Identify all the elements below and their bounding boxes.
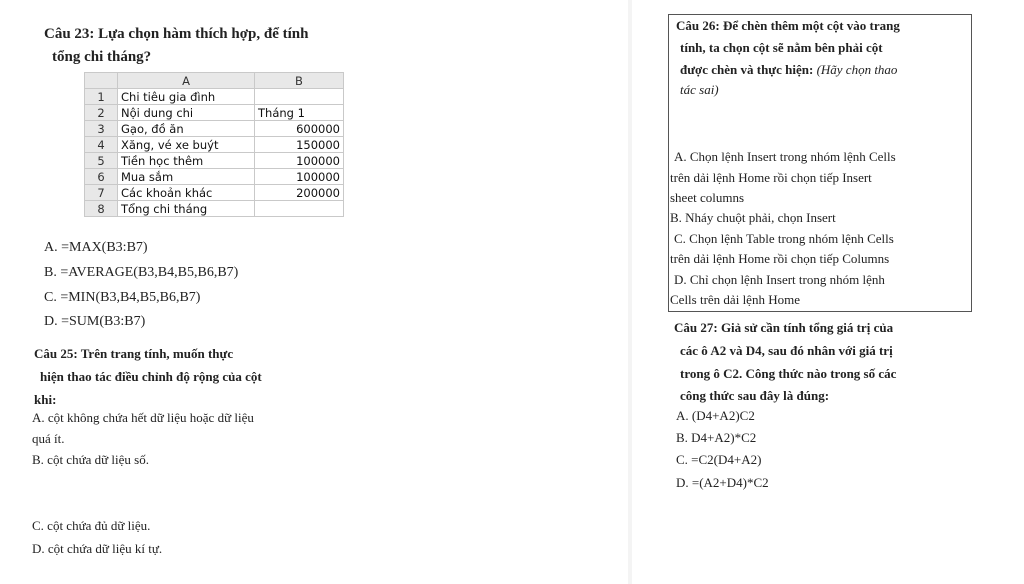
cell-b xyxy=(255,201,344,217)
q26-option-d-line1: D. Chỉ chọn lệnh Insert trong nhóm lệnh xyxy=(674,272,885,287)
cell-b: 600000 xyxy=(255,121,344,137)
q25-line2: hiện thao tác điều chỉnh độ rộng của cột xyxy=(40,369,262,384)
q26-option-b: B. Nháy chuột phải, chọn Insert xyxy=(670,210,836,225)
table-row xyxy=(85,153,344,169)
q23-option-b: B. =AVERAGE(B3,B4,B5,B6,B7) xyxy=(44,265,239,280)
q26-option-a-line3: sheet columns xyxy=(670,190,745,205)
q27-option-d: D. =(A2+D4)*C2 xyxy=(676,475,769,490)
q26-line3-italic: (Hãy chọn thao xyxy=(816,62,898,77)
row-number: 3 xyxy=(85,121,118,137)
table-row xyxy=(85,121,344,137)
row-number: 7 xyxy=(85,185,118,201)
q27-line3: trong ô C2. Công thức nào trong số các xyxy=(680,366,897,381)
q23-title-line1: Câu 23: Lựa chọn hàm thích hợp, để tính xyxy=(44,26,309,42)
cell-a: Tiền học thêm xyxy=(118,153,255,169)
sheet-corner xyxy=(85,73,118,89)
q26-line1: Câu 26: Để chèn thêm một cột vào trang xyxy=(676,18,900,33)
q27-line2: các ô A2 và D4, sau đó nhân với giá trị xyxy=(680,343,893,358)
q25-option-d: D. cột chứa dữ liệu kí tự. xyxy=(32,541,163,556)
cell-b: 150000 xyxy=(255,137,344,153)
cell-b: 200000 xyxy=(255,185,344,201)
q26-option-a-line2: trên dải lệnh Home rồi chọn tiếp Insert xyxy=(670,170,872,185)
q27-option-c: C. =C2(D4+A2) xyxy=(676,452,762,467)
cell-b xyxy=(255,89,344,105)
row-number: 2 xyxy=(85,105,118,121)
q26-line2: tính, ta chọn cột sẽ nằm bên phải cột xyxy=(680,40,883,55)
table-row xyxy=(85,169,344,185)
q23-option-a: A. =MAX(B3:B7) xyxy=(44,240,148,255)
q27-line1: Câu 27: Giả sử cần tính tổng giá trị của xyxy=(674,320,894,335)
row-number: 4 xyxy=(85,137,118,153)
row-number: 5 xyxy=(85,153,118,169)
cell-a: Gạo, đồ ăn xyxy=(118,121,255,137)
row-number: 1 xyxy=(85,89,118,105)
cell-a: Nội dung chi xyxy=(118,105,255,121)
row-number: 8 xyxy=(85,201,118,217)
cell-a: Tổng chi tháng xyxy=(118,201,255,217)
table-row xyxy=(85,185,344,201)
q23-title-line2: tổng chi tháng? xyxy=(52,49,152,65)
cell-a: Các khoản khác xyxy=(118,185,255,201)
q26-line3 xyxy=(680,62,897,78)
table-row xyxy=(85,105,344,121)
cell-a: Chi tiêu gia đình xyxy=(118,89,255,105)
q25-option-a-line2: quá ít. xyxy=(32,431,65,446)
q26-option-c-line2: trên dải lệnh Home rồi chọn tiếp Columns xyxy=(670,251,890,266)
q23-option-c: C. =MIN(B3,B4,B5,B6,B7) xyxy=(44,290,201,305)
q25-line1: Câu 25: Trên trang tính, muốn thực xyxy=(34,346,234,361)
cell-b: 100000 xyxy=(255,153,344,169)
q26-option-c-line1: C. Chọn lệnh Table trong nhóm lệnh Cells xyxy=(674,231,894,246)
q23-option-d: D. =SUM(B3:B7) xyxy=(44,314,146,329)
q27-option-a: A. (D4+A2)C2 xyxy=(676,408,755,423)
cell-b: Tháng 1 xyxy=(255,105,344,121)
row-number: 6 xyxy=(85,169,118,185)
q27-line4: công thức sau đây là đúng: xyxy=(680,388,830,403)
q26-option-d-line2: Cells trên dải lệnh Home xyxy=(670,292,800,307)
q27-option-b: B. D4+A2)*C2 xyxy=(676,430,757,445)
spreadsheet-table xyxy=(84,72,344,217)
q26-option-a-line1: A. Chọn lệnh Insert trong nhóm lệnh Cells xyxy=(674,149,896,164)
sheet-col-header-b: B xyxy=(255,73,344,89)
q25-option-a-line1: A. cột không chứa hết dữ liệu hoặc dữ liệu xyxy=(32,410,254,425)
q26-line3-bold: được chèn và thực hiện: xyxy=(680,62,814,77)
q26-line4-italic: tác sai) xyxy=(680,82,719,97)
table-row xyxy=(85,201,344,217)
table-row xyxy=(85,89,344,105)
q25-option-c: C. cột chứa đủ dữ liệu. xyxy=(32,518,151,533)
sheet-col-header-a: A xyxy=(118,73,255,89)
sheet-header-row xyxy=(85,73,344,89)
table-row xyxy=(85,137,344,153)
q25-line3: khi: xyxy=(34,392,57,407)
cell-b: 100000 xyxy=(255,169,344,185)
q25-option-b: B. cột chứa dữ liệu số. xyxy=(32,452,149,467)
cell-a: Xăng, vé xe buýt xyxy=(118,137,255,153)
cell-a: Mua sắm xyxy=(118,169,255,185)
